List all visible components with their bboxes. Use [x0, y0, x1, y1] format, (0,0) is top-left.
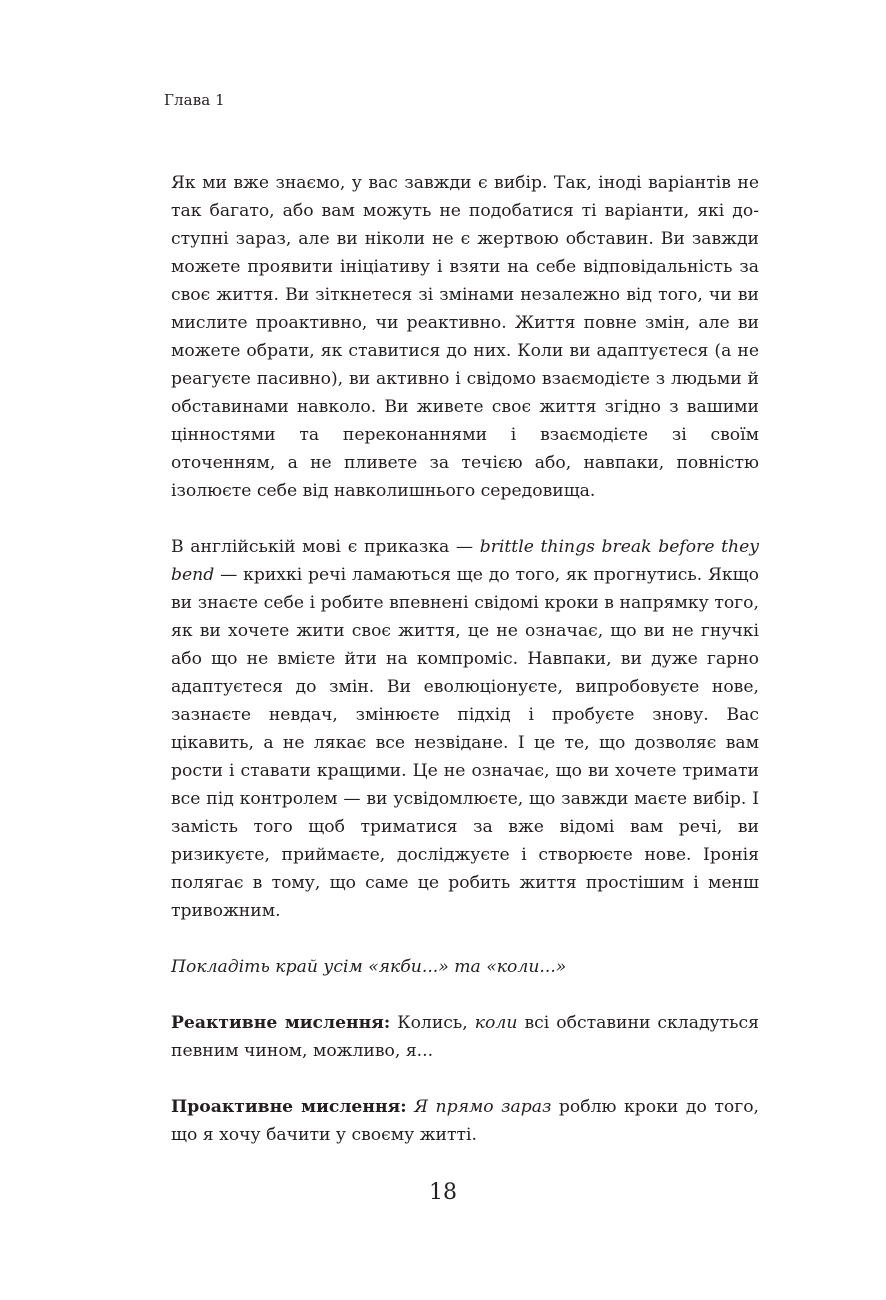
reactive-text-start: Колись, [390, 1013, 475, 1033]
proactive-emphasis: Я прямо зараз [414, 1097, 552, 1117]
proactive-label: Проактивне мислення: [171, 1097, 407, 1117]
paragraph-proverb [171, 533, 759, 925]
proactive-text-end: роблю кроки до того, що я хочу бачити у своєму житті. [171, 1097, 760, 1145]
body-text [171, 169, 759, 1149]
paragraph-reactive [171, 1009, 759, 1065]
proverb-english: brittle things break before they bend [171, 537, 759, 585]
proverb-explanation: — крихкі речі ламаються ще до того, як прогнутись. Якщо ви знаєте себе і робите впевнені свідомі кроки в напрямку того, як ви хочете жити своє життя, це не означає, що ви не гнучкі або що не вмієте йти на компроміс. Навпаки, ви дуже гарно адаптуєтеся до змін. Ви еволюціонуєте, випробовуєте нове, зазнаєте невдач, змінюєте підхід і пробуєте знову. Вас цікавить, а не лякає все незвідане. І це те, що дозволяє вам рости і ставати кращими. Це не означає, що ви хочете тримати все під контролем — ви усвідомлюєте, що завжди маєте вибір. І замість того щоб триматися за вже відомі вам речі, ви ризикуєте, приймаєте, досліджуєте і створюєте нове. Іронія полягає в тому, що саме це робить життя простішим і менш тривожним. [171, 565, 759, 921]
reactive-label: Реактивне мислення: [171, 1013, 391, 1033]
page-number: 18 [429, 1180, 457, 1205]
proverb-intro: В англійській мові є приказка — [171, 537, 480, 557]
paragraph-choice: Як ми вже знаємо, у вас завжди є вибір. Так, іноді варіантів не так багато, або вам можуть не подобатися ті варіанти, які доступні зараз, але ви ніколи не є жертвою обставин. Ви завжди можете проявити ініціативу і взяти на себе відповідальність за своє життя. Ви зіткнетеся зі змінами незалежно від того, чи ви мислите проактивно, чи реактивно. Життя повне змін, але ви можете обрати, як ставитися до них. Коли ви адаптуєтеся (а не реагуєте пасивно), ви активно і свідомо взаємодієте з людьми й обставинами навколо. Ви живете своє життя згідно з вашими цінностями та переконаннями і взаємодієте зі своїм оточенням, а не пливете за течією або, навпаки, повністю ізолюєте себе від навколишнього середовища. [171, 173, 759, 501]
subheading-stop-if-when: Покладіть край усім «якби...» та «коли...» [171, 957, 567, 977]
reactive-text-end: всі обставини складуться певним чином, можливо, я... [171, 1013, 759, 1061]
reactive-emphasis: коли [474, 1013, 518, 1033]
proactive-text-start [407, 1097, 415, 1117]
running-head: Глава 1 [164, 91, 225, 109]
paragraph-proactive [171, 1093, 759, 1149]
